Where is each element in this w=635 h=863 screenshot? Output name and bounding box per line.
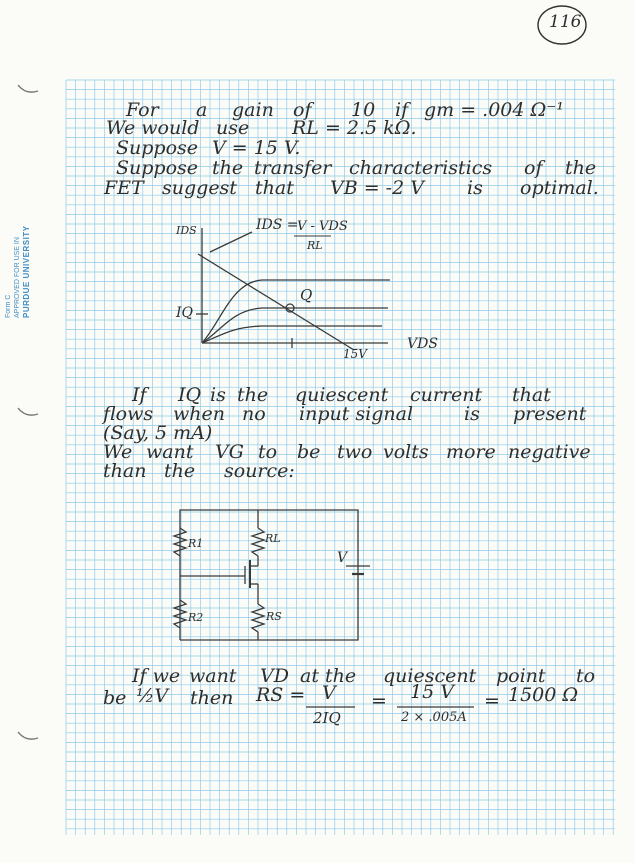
p6-word: the <box>164 460 196 482</box>
p2-word: current <box>410 384 483 406</box>
label-v: V <box>337 550 348 566</box>
label-r2: R2 <box>188 611 204 624</box>
graph-formula-den: RL <box>307 239 323 252</box>
load-line <box>198 254 354 350</box>
p3-word: input signal <box>299 403 414 425</box>
transfer-graph <box>196 228 390 350</box>
f2-rs: RS = <box>256 684 306 706</box>
p2-word: If <box>132 384 147 406</box>
characteristic-curve-1 <box>202 280 390 343</box>
p2-word: the <box>237 384 269 406</box>
line1-word: if <box>395 99 409 121</box>
page-number: 116 <box>549 12 582 32</box>
p3-word: flows <box>103 403 154 425</box>
label-r1: R1 <box>188 537 204 550</box>
f2-num-1: V <box>322 682 336 704</box>
p2-word: that <box>512 384 551 406</box>
p5-word: to <box>258 441 278 463</box>
line5-word: optimal. <box>520 177 599 199</box>
stamp-approved: APPROVED FOR USE IN <box>14 237 21 318</box>
f1-word: at the <box>300 665 357 687</box>
f1-word: quiescent <box>383 665 477 687</box>
line3-v: V = 15 V. <box>212 137 301 159</box>
stamp-form: Form C <box>5 294 12 318</box>
graph-x-end-label: 15V <box>343 347 367 361</box>
line1-word: gain <box>232 99 274 121</box>
line4-word: characteristics <box>349 157 493 179</box>
line1-gm: gm = .004 Ω⁻¹ <box>424 99 564 121</box>
p5-word: volts <box>383 441 429 463</box>
f2-den-2: 2 × .005A <box>401 710 467 725</box>
p5-word: We <box>103 441 133 463</box>
line2-word: use <box>216 117 250 139</box>
label-rl: RL <box>265 532 281 545</box>
f2-result: 1500 Ω <box>508 684 579 706</box>
p5-word: be <box>297 441 321 463</box>
f2-num-2: 15 V <box>410 681 454 703</box>
p5-word: negative <box>508 441 591 463</box>
punch-hole-3 <box>18 732 38 739</box>
f2-word: ½V <box>136 685 169 707</box>
p3-word: is <box>464 403 480 425</box>
punch-hole-2 <box>18 408 38 415</box>
punch-hole-1 <box>18 85 38 92</box>
f2-den-1: 2IQ <box>313 709 341 727</box>
p5-word: VG <box>215 441 244 463</box>
label-rs: RS <box>266 610 282 623</box>
graph-formula-num: V - VDS <box>297 219 348 234</box>
f2-eq-1: = <box>371 690 387 712</box>
line1-word: For <box>126 99 159 121</box>
p4-word: (Say, 5 mA) <box>103 422 213 444</box>
formula-pointer <box>210 232 252 252</box>
line4-word: transfer <box>254 157 332 179</box>
p2-word: quiescent <box>295 384 389 406</box>
line5-word: suggest <box>162 177 237 199</box>
line4-word: the <box>565 157 597 179</box>
p2-word: IQ <box>178 384 202 406</box>
p3-word: when <box>173 403 225 425</box>
graph-formula-lhs: IDS = <box>256 217 299 233</box>
p3-word: present <box>513 403 587 425</box>
form-stamp <box>4 225 31 318</box>
f2-eq-2: = <box>484 690 500 712</box>
graph-y-label: IDS <box>176 224 197 237</box>
f2-word: then <box>190 687 234 709</box>
line4-word: Suppose <box>116 157 199 179</box>
line5-word: FET <box>104 177 144 199</box>
f1-word: VD <box>260 665 289 687</box>
stamp-university: PURDUE UNIVERSITY <box>22 225 31 318</box>
f1-word: If we <box>132 665 181 687</box>
f1-word: want <box>189 665 237 687</box>
line4-word: the <box>212 157 244 179</box>
line2-word: We would <box>106 117 200 139</box>
line4-word: of <box>524 157 543 179</box>
f1-word: point <box>496 665 546 687</box>
f2-word: be <box>103 687 127 709</box>
line5-word: that <box>255 177 294 199</box>
p3-word: no <box>242 403 266 425</box>
line1-word: a <box>196 99 208 121</box>
punch-hole-marks <box>18 85 38 739</box>
p6-word: source: <box>224 460 295 482</box>
graph-x-label: VDS <box>407 336 438 352</box>
graph-q-label: Q <box>300 286 313 304</box>
p5-word: more <box>446 441 496 463</box>
line1-word: of <box>293 99 312 121</box>
line5-word: is <box>467 177 483 199</box>
p2-word: is <box>210 384 226 406</box>
line2-rl: RL = 2.5 kΩ. <box>292 117 417 139</box>
graph-iq-label: IQ <box>176 305 194 321</box>
p5-word: want <box>146 441 194 463</box>
p6-word: than <box>103 460 147 482</box>
p5-word: two <box>337 441 373 463</box>
line3-word: Suppose <box>116 137 199 159</box>
f1-word: to <box>576 665 596 687</box>
line1-word: 10 <box>351 99 376 121</box>
line5-vb: VB = -2 V <box>330 177 424 199</box>
